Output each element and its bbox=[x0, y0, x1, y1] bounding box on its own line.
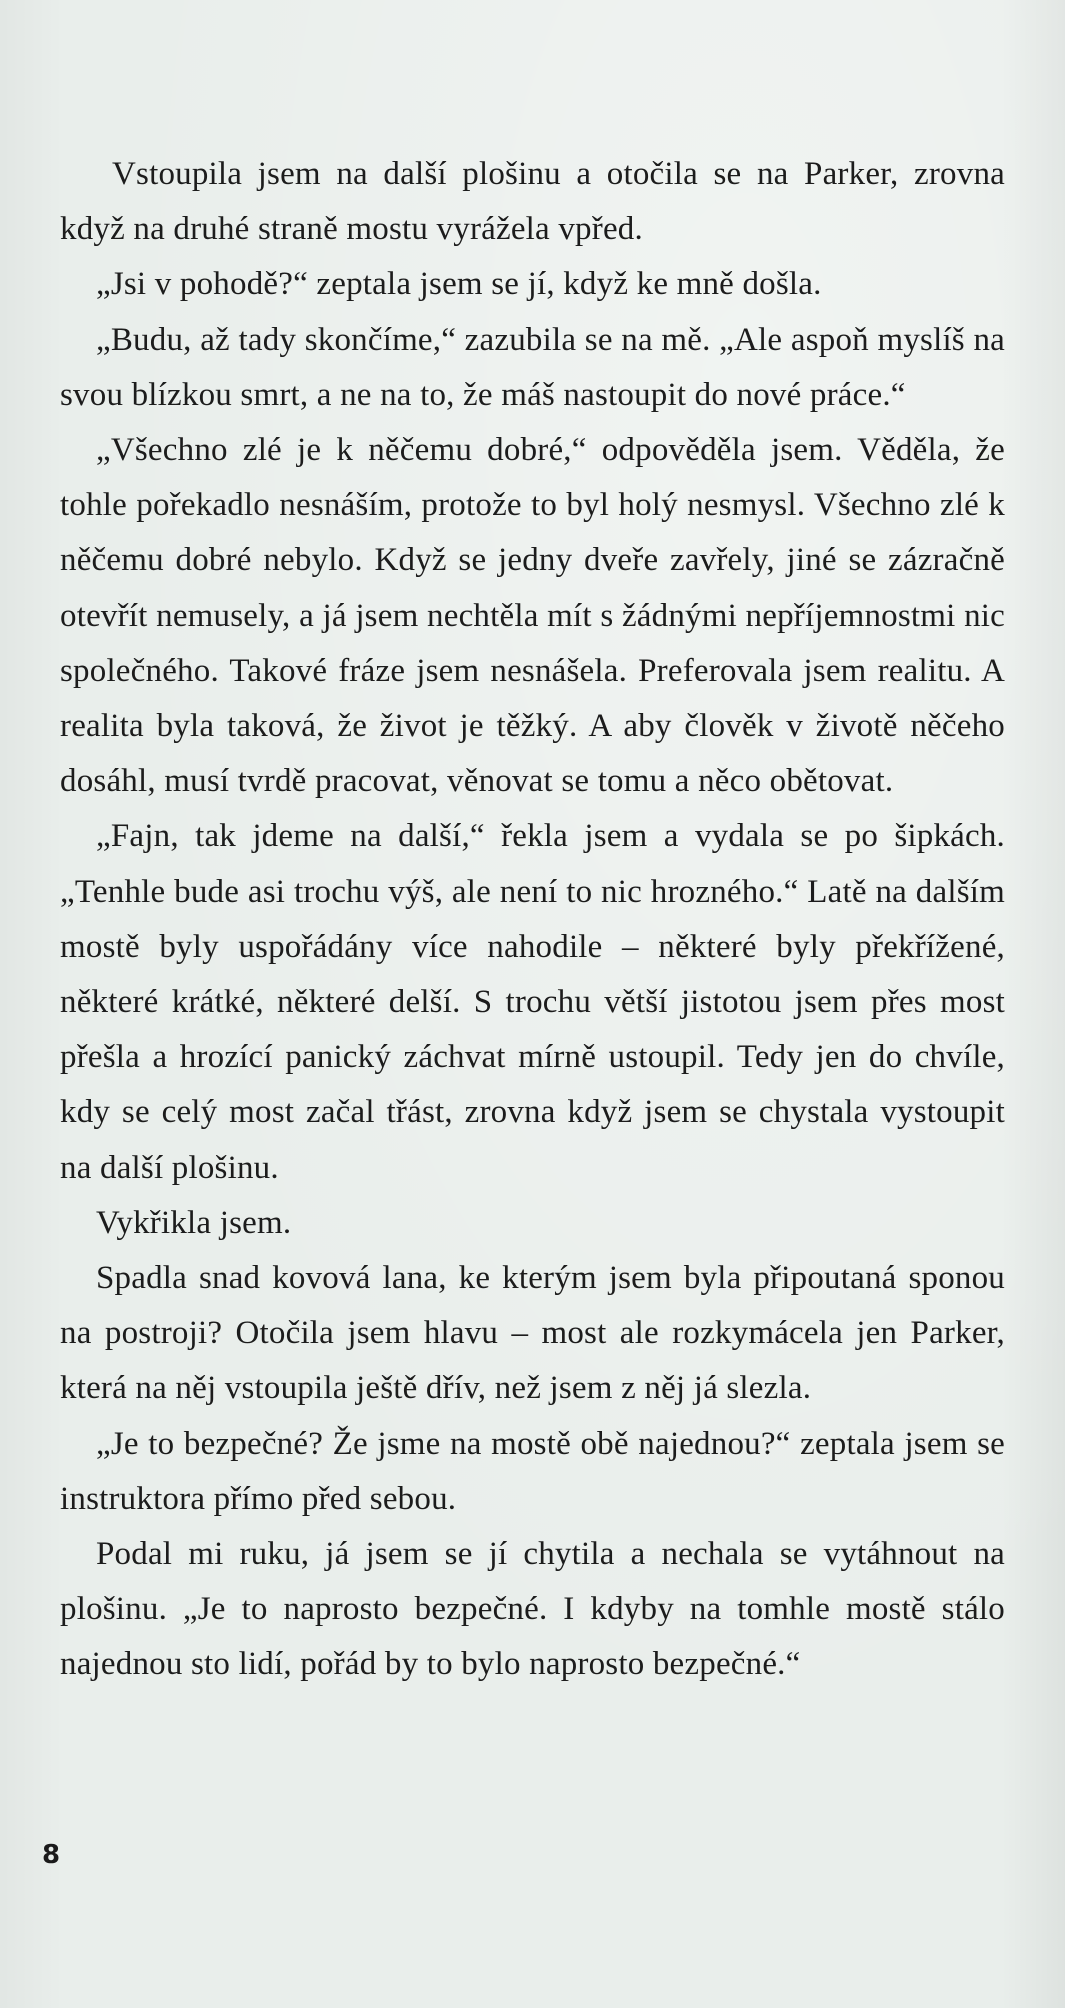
body-text bbox=[60, 147, 1005, 1693]
page-number: 8 bbox=[42, 1840, 61, 1870]
paragraph-6: Vykřikla jsem. bbox=[96, 1204, 292, 1241]
paragraph-5: „Fajn, tak jdeme na další,“ řekla jsem a vydala se po šipkách. „Tenhle bude asi trochu výš, ale není to nic hrozného.“ Latě na dalším mostě byly uspořádány více nahodile – některé byly překřížené, některé krátké, některé delší. S trochu větší jistotou jsem přes most přešla a hrozící panický záchvat mírně ustoupil. Tedy jen do chvíle, kdy se celý most začal třást, zrovna když jsem se chystala vystoupit na další plošinu. bbox=[60, 818, 1005, 1186]
paragraph-9: Podal mi ruku, já jsem se jí chytila a nechala se vytáhnout na plošinu. „Je to naprosto bezpečné. I kdyby na tomhle mostě stálo najednou sto lidí, pořád by to bylo naprosto bezpečné.“ bbox=[60, 1536, 1005, 1683]
paragraph-2: „Jsi v pohodě?“ zeptala jsem se jí, když ke mně došla. bbox=[96, 266, 822, 303]
paragraph-4: „Všechno zlé je k něčemu dobré,“ odpověděla jsem. Věděla, že tohle pořekadlo nesnáším, protože to byl holý nesmysl. Všechno zlé k něčemu dobré nebylo. Když se jedny dveře zavřely, jiné se zázračně otevřít nemusely, a já jsem nechtěla mít s žádnými nepříjemnostmi nic společného. Takové fráze jsem nesnášela. Preferovala jsem realitu. A realita byla taková, že život je těžký. A aby člověk v životě něčeho dosáhl, musí tvrdě pracovat, věnovat se tomu a něco obětovat. bbox=[60, 432, 1005, 800]
paragraph-3: „Budu, až tady skončíme,“ zazubila se na mě. „Ale aspoň myslíš na svou blízkou smrt, a ne na to, že máš nastoupit do nové práce.“ bbox=[60, 321, 1005, 413]
paragraph-8: „Je to bezpečné? Že jsme na mostě obě najednou?“ zeptala jsem se instruktora přímo před sebou. bbox=[60, 1425, 1005, 1517]
paragraph-7: Spadla snad kovová lana, ke kterým jsem byla připoutaná sponou na postroji? Otočila jsem hlavu – most ale rozkymácela jen Parker, která na něj vstoupila ještě dřív, než jsem z něj já slezla. bbox=[60, 1260, 1005, 1407]
paragraph-1: Vstoupila jsem na další plošinu a otočila se na Parker, zrovna když na druhé straně mostu vyrážela vpřed. bbox=[60, 156, 1005, 248]
